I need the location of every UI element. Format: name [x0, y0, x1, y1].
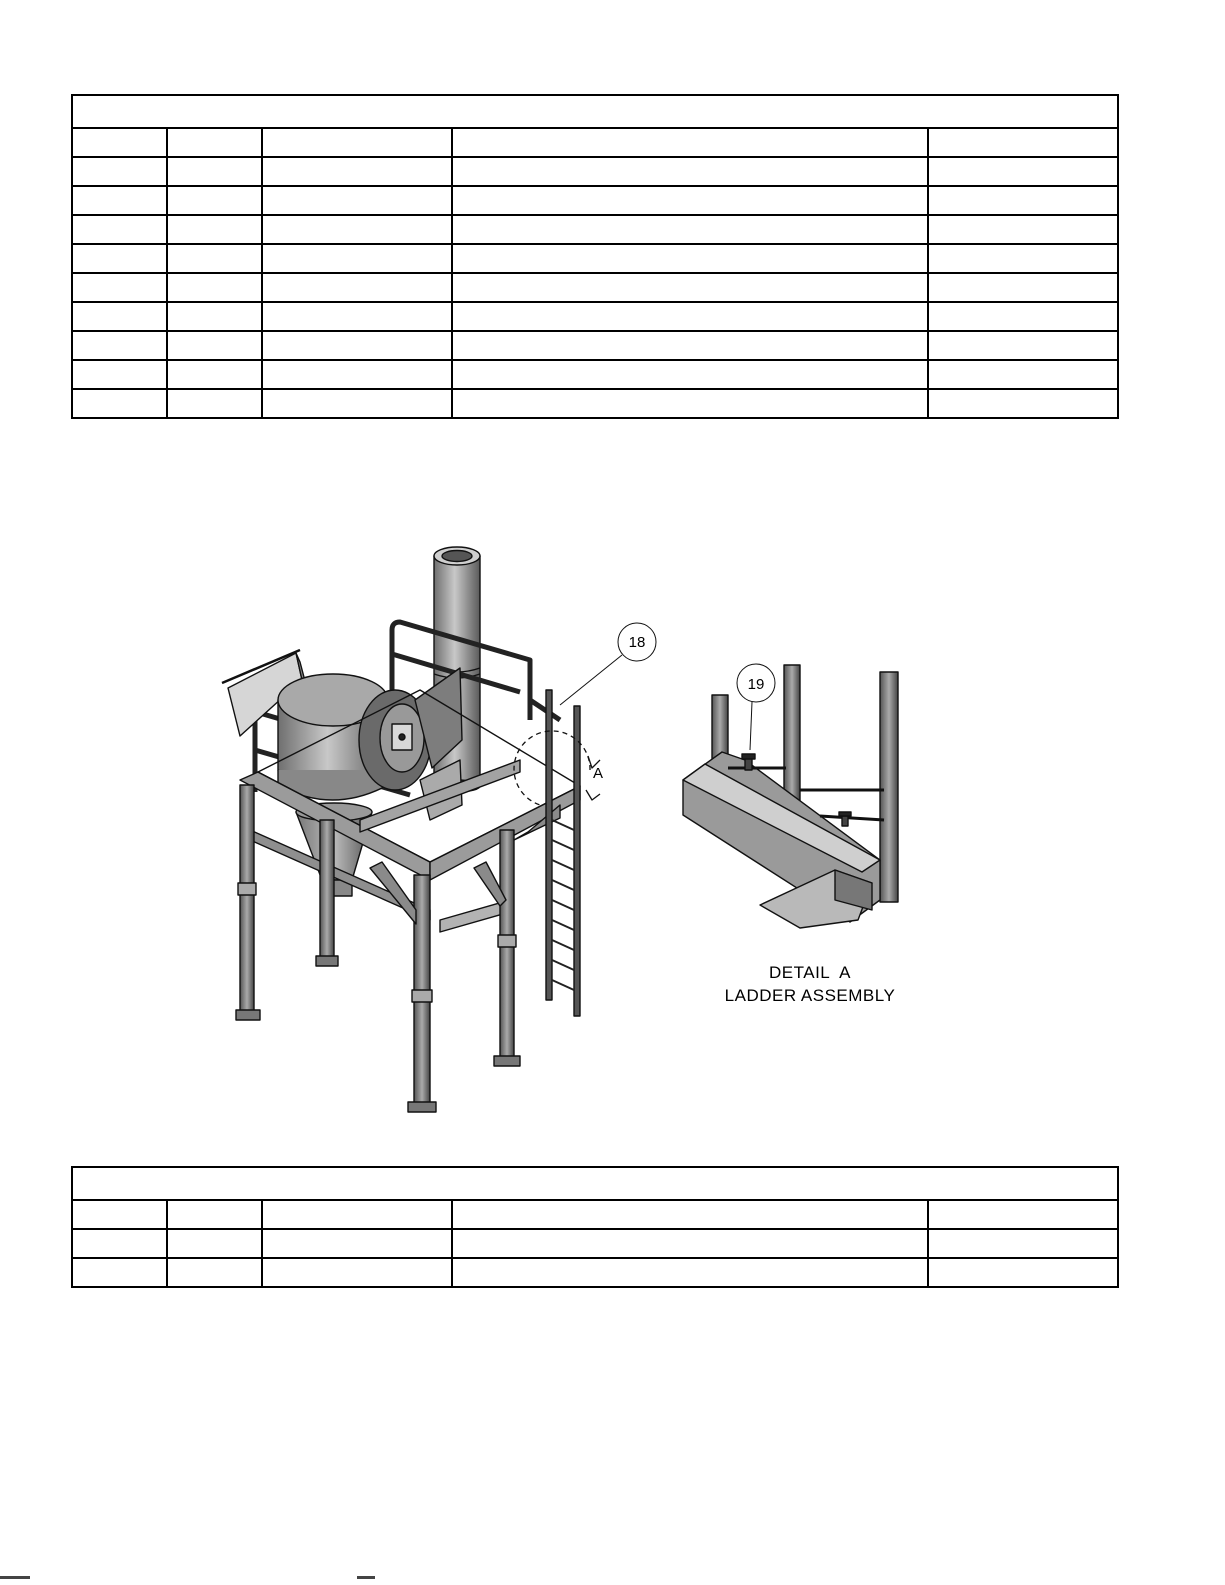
- table-cell: [72, 273, 167, 302]
- table-cell: [452, 186, 928, 215]
- table-cell: [167, 215, 262, 244]
- table-cell: [72, 302, 167, 331]
- table-cell: [928, 186, 1118, 215]
- table-cell: [262, 360, 452, 389]
- table-cell: [72, 186, 167, 215]
- table-row: [72, 244, 1118, 273]
- table-cell: [72, 331, 167, 360]
- table-row: [72, 302, 1118, 331]
- header-cell: [262, 128, 452, 157]
- table-header-row: [72, 1200, 1118, 1229]
- table-cell: [928, 1258, 1118, 1287]
- header-cell: [167, 128, 262, 157]
- table-cell: [167, 1258, 262, 1287]
- detail-a-marker: A: [593, 765, 604, 782]
- table-row: [72, 360, 1118, 389]
- table-cell: [72, 1229, 167, 1258]
- table-cell: [452, 215, 928, 244]
- table-cell: [167, 331, 262, 360]
- table-cell: [262, 157, 452, 186]
- page-edge-mark: [357, 1576, 375, 1579]
- table-title-row: [72, 1167, 1118, 1200]
- table-header-row: [72, 128, 1118, 157]
- table-cell: [72, 215, 167, 244]
- table-cell: [72, 244, 167, 273]
- table-row: [72, 273, 1118, 302]
- table-cell: [928, 244, 1118, 273]
- dust-collector-assembly-drawing: [195, 530, 955, 1120]
- main-assembly-view: [222, 547, 656, 1112]
- header-cell: [72, 128, 167, 157]
- table-cell: [452, 389, 928, 418]
- header-cell: [72, 1200, 167, 1229]
- detail-subtitle: LADDER ASSEMBLY: [724, 986, 896, 1005]
- table-cell: [928, 360, 1118, 389]
- table-cell: [262, 302, 452, 331]
- table-cell: [167, 389, 262, 418]
- table-cell: [167, 1229, 262, 1258]
- table-cell: [72, 1258, 167, 1287]
- callout-label-18: 18: [628, 634, 646, 651]
- callout-label-19: 19: [747, 676, 765, 693]
- table-cell: [262, 389, 452, 418]
- table-cell: [452, 1229, 928, 1258]
- table-cell: [928, 157, 1118, 186]
- header-cell: [928, 128, 1118, 157]
- table-row: [72, 1258, 1118, 1287]
- table-title: [72, 1167, 1118, 1200]
- detail-title: DETAIL A: [769, 963, 851, 982]
- leader-line-19: [750, 702, 752, 750]
- table-cell: [167, 157, 262, 186]
- table-cell: [928, 273, 1118, 302]
- table-cell: [452, 302, 928, 331]
- parts-list-table-bottom: [71, 1166, 1119, 1288]
- table-cell: [262, 215, 452, 244]
- ladder: [546, 690, 580, 1016]
- detail-a-view: [683, 664, 898, 928]
- table-cell: [928, 1229, 1118, 1258]
- table-cell: [167, 302, 262, 331]
- table-row: [72, 1229, 1118, 1258]
- table-cell: [262, 331, 452, 360]
- table-row: [72, 389, 1118, 418]
- table-cell: [167, 244, 262, 273]
- table-cell: [452, 273, 928, 302]
- table-cell: [452, 331, 928, 360]
- table-cell: [452, 157, 928, 186]
- table-cell: [452, 360, 928, 389]
- table-cell: [262, 244, 452, 273]
- table-title: [72, 95, 1118, 128]
- table-cell: [928, 331, 1118, 360]
- header-cell: [928, 1200, 1118, 1229]
- table-cell: [167, 186, 262, 215]
- table-title-row: [72, 95, 1118, 128]
- table-row: [72, 215, 1118, 244]
- table-cell: [72, 360, 167, 389]
- table-cell: [262, 186, 452, 215]
- header-cell: [167, 1200, 262, 1229]
- header-cell: [452, 1200, 928, 1229]
- table-cell: [452, 244, 928, 273]
- detail-a-indicator: [514, 731, 600, 805]
- header-cell: [452, 128, 928, 157]
- table-cell: [72, 157, 167, 186]
- header-cell: [262, 1200, 452, 1229]
- table-row: [72, 157, 1118, 186]
- table-cell: [452, 1258, 928, 1287]
- table-cell: [262, 1258, 452, 1287]
- table-cell: [928, 389, 1118, 418]
- table-cell: [928, 215, 1118, 244]
- table-cell: [262, 273, 452, 302]
- table-row: [72, 186, 1118, 215]
- table-cell: [262, 1229, 452, 1258]
- table-cell: [167, 360, 262, 389]
- page-edge-mark: [0, 1576, 30, 1579]
- table-row: [72, 331, 1118, 360]
- table-cell: [928, 302, 1118, 331]
- table-cell: [72, 389, 167, 418]
- table-cell: [167, 273, 262, 302]
- leader-line-18: [560, 655, 622, 705]
- parts-list-table-top: [71, 94, 1119, 419]
